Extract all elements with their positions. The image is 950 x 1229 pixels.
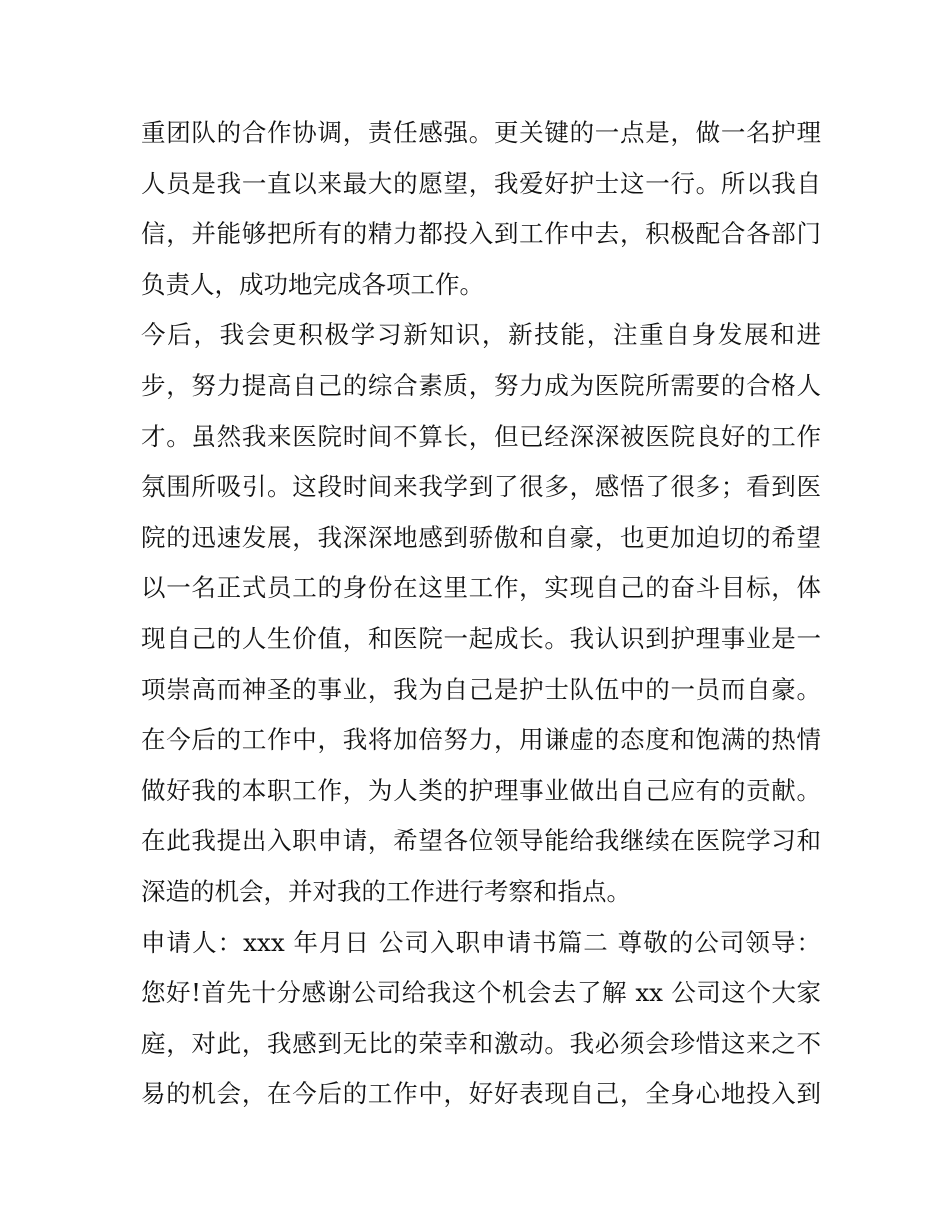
text-line: 申请人：xxx 年月日 公司入职申请书篇二 尊敬的公司领导： [141, 927, 821, 957]
text-line: 步，努力提高自己的综合素质，努力成为医院所需要的合格人 [141, 370, 821, 400]
text-line: 今后，我会更积极学习新知识，新技能，注重自身发展和进 [141, 320, 821, 350]
text-line: 负责人，成功地完成各项工作。 [141, 269, 484, 299]
text-line: 氛围所吸引。这段时间来我学到了很多，感悟了很多；看到医 [141, 472, 821, 502]
text-line: 重团队的合作协调，责任感强。更关键的一点是，做一名护理 [141, 118, 821, 147]
text-line: 在此我提出入职申请，希望各位领导能给我继续在医院学习和 [141, 826, 821, 856]
text-line: 信，并能够把所有的精力都投入到工作中去，积极配合各部门 [141, 219, 821, 249]
document-body [141, 108, 821, 1120]
text-line: 以一名正式员工的身份在这里工作，实现自己的奋斗目标，体 [141, 573, 821, 603]
text-line: 院的迅速发展，我深深地感到骄傲和自豪，也更加迫切的希望 [141, 522, 821, 552]
text-line: 做好我的本职工作，为人类的护理事业做出自己应有的贡献。 [141, 775, 821, 805]
text-line: 您好!首先十分感谢公司给我这个机会去了解 xx 公司这个大家 [141, 978, 821, 1008]
text-line: 易的机会，在今后的工作中，好好表现自己，全身心地投入到 [141, 1079, 821, 1109]
text-line: 现自己的人生价值，和医院一起成长。我认识到护理事业是一 [141, 623, 821, 653]
text-line: 才。虽然我来医院时间不算长，但已经深深被医院良好的工作 [141, 421, 821, 451]
text-line: 人员是我一直以来最大的愿望，我爱好护士这一行。所以我自 [141, 168, 821, 198]
text-line: 项崇高而神圣的事业，我为自己是护士队伍中的一员而自豪。 [141, 674, 821, 704]
text-line: 在今后的工作中，我将加倍努力，用谦虚的态度和饱满的热情 [141, 725, 821, 755]
text-line: 深造的机会，并对我的工作进行考察和指点。 [141, 876, 631, 906]
text-line: 庭，对此，我感到无比的荣幸和激动。我必须会珍惜这来之不 [141, 1028, 821, 1058]
